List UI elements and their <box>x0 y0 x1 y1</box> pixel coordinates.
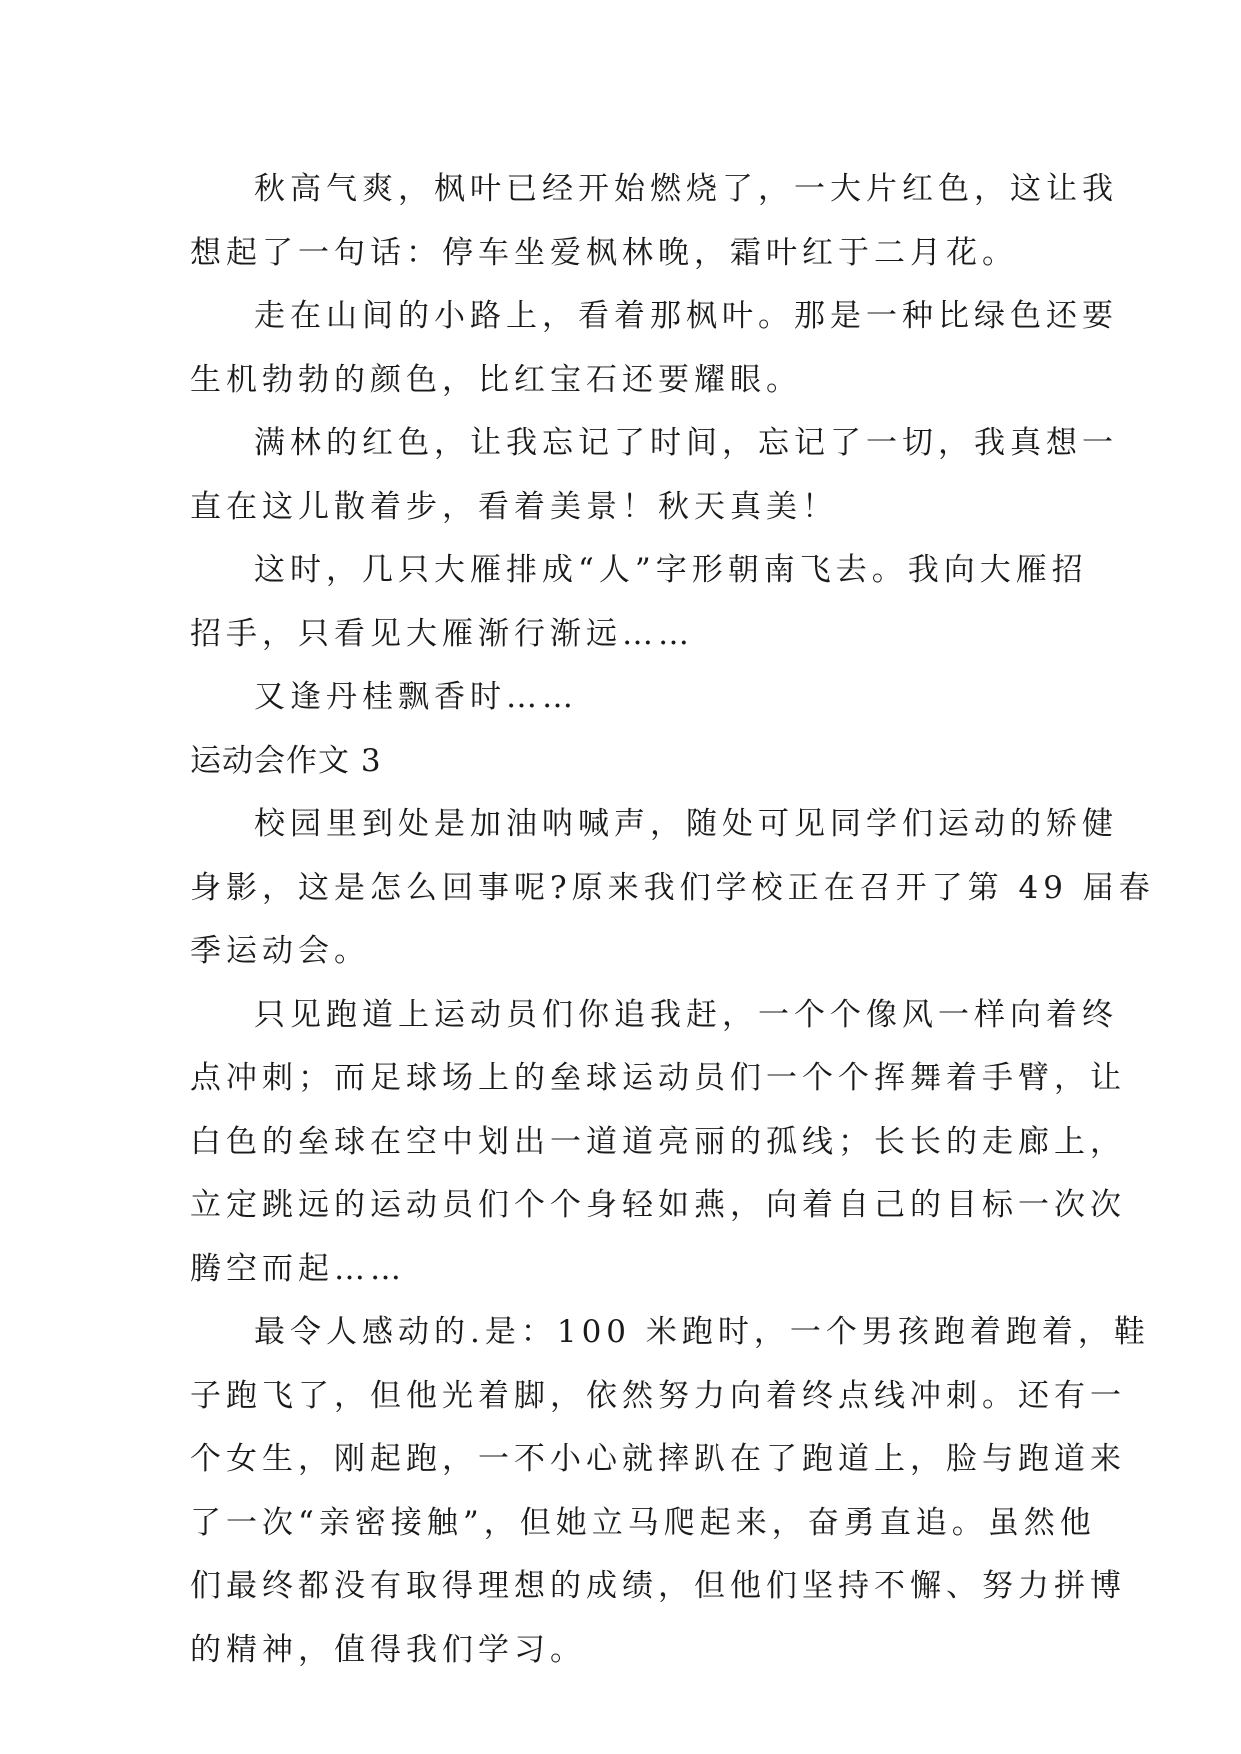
text-line: 只见跑道上运动员们你追我赶，一个个像风一样向着终 <box>254 996 1118 1033</box>
text-line: 直在这儿散着步，看着美景！秋天真美！ <box>190 488 838 525</box>
text-line: 点冲刺；而足球场上的垒球运动员们一个个挥舞着手臂，让 <box>190 1060 1126 1096</box>
text-line: 季运动会。 <box>190 933 370 969</box>
text-line: 腾空而起…… <box>190 1250 406 1287</box>
text-line: 招手，只看见大雁渐行渐远…… <box>190 615 694 652</box>
text-line: 生机勃勃的颜色，比红宝石还要耀眼。 <box>190 361 802 398</box>
text-line: 走在山间的小路上，看着那枫叶。那是一种比绿色还要 <box>254 298 1118 334</box>
text-line: 子跑飞了，但他光着脚，依然努力向着终点线冲刺。还有一 <box>190 1377 1126 1414</box>
text-line: 又逢丹桂飘香时…… <box>254 679 578 715</box>
section-heading: 运动会作文 3 <box>190 742 382 779</box>
text-line: 校园里到处是加油呐喊声，随处可见同学们运动的矫健 <box>254 806 1118 842</box>
text-line: 的精神，值得我们学习。 <box>190 1631 586 1668</box>
text-line: 这时，几只大雁排成“人”字形朝南飞去。我向大雁招 <box>254 552 1088 588</box>
text-line: 了一次“亲密接触”，但她立马爬起来，奋勇直追。虽然他 <box>190 1504 1096 1541</box>
text-line: 最令人感动的.是：100 米跑时，一个男孩跑着跑着，鞋 <box>254 1314 1150 1350</box>
text-line: 白色的垒球在空中划出一道道亮丽的孤线；长长的走廊上， <box>190 1123 1126 1160</box>
text-line: 个女生，刚起跑，一不小心就摔趴在了跑道上，脸与跑道来 <box>190 1441 1126 1477</box>
text-line: 想起了一句话：停车坐爱枫林晚，霜叶红于二月花。 <box>190 234 1018 271</box>
text-line: 满林的红色，让我忘记了时间，忘记了一切，我真想一 <box>254 425 1118 461</box>
text-line: 们最终都没有取得理想的成绩，但他们坚持不懈、努力拼博 <box>190 1568 1126 1604</box>
text-line: 秋高气爽，枫叶已经开始燃烧了，一大片红色，这让我 <box>254 171 1118 207</box>
document-body <box>190 158 1155 1682</box>
text-line: 立定跳远的运动员们个个身轻如燕，向着自己的目标一次次 <box>190 1187 1126 1223</box>
text-line: 身影，这是怎么回事呢?原来我们学校正在召开了第 49 届春 <box>190 869 1155 906</box>
